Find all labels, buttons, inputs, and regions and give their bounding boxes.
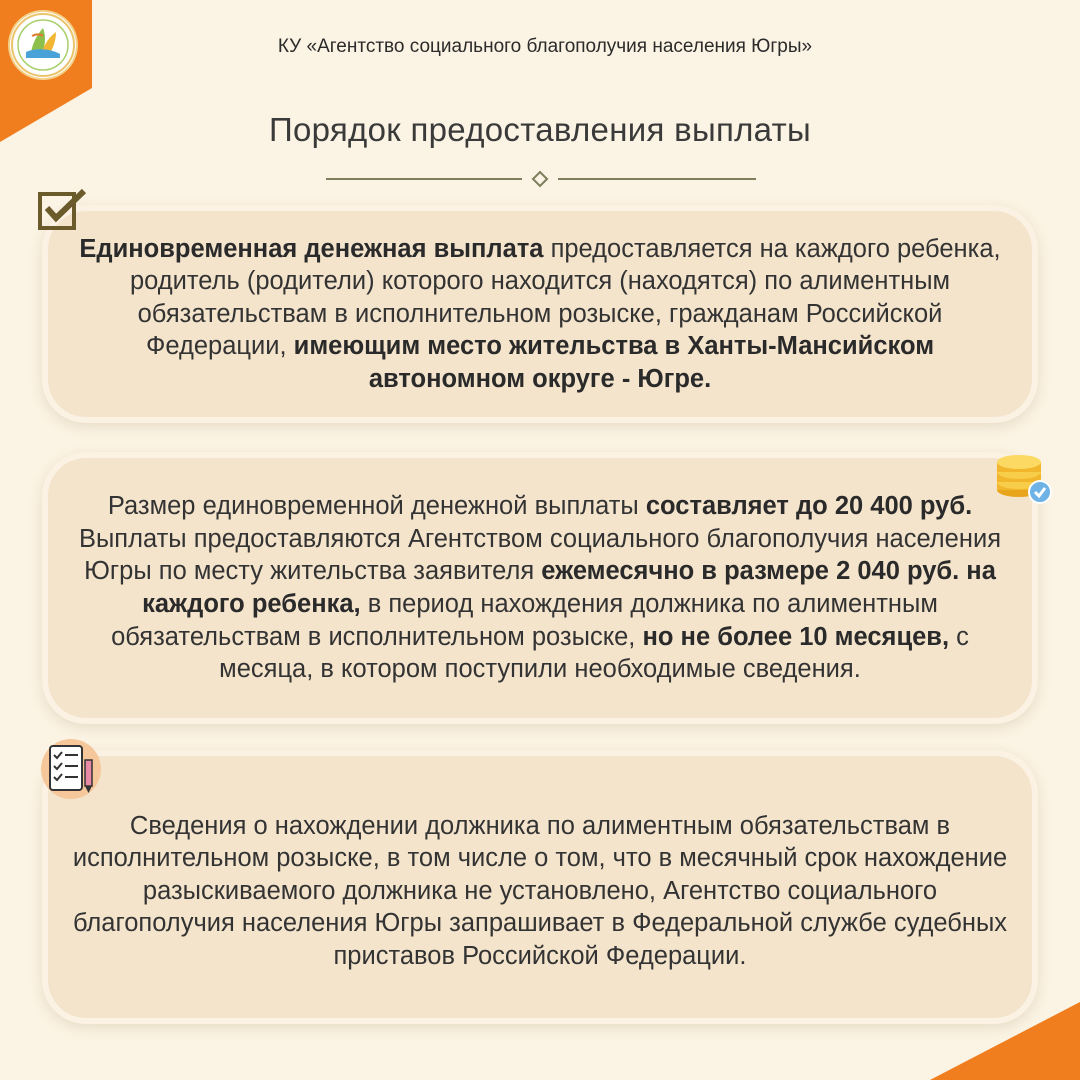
card-text-bold: ежемесячно в размере 2 040 руб. на каждого ребенка, [142, 557, 996, 618]
info-card-information [42, 750, 1038, 1024]
card-text [42, 490, 1038, 686]
card-text-span: Выплаты предоставляются Агентством социального благополучия населения Югры по месту жительства заявителя [78, 524, 1002, 586]
card-text [42, 233, 1038, 396]
info-card-amount [42, 452, 1038, 724]
card-text-span: с месяца, в котором поступили необходимые сведения. [219, 622, 969, 684]
info-card-payment [42, 205, 1038, 423]
card-text-bold: составляет до 20 400 руб. [645, 492, 973, 521]
card-text-bold: но не более 10 месяцев, [642, 622, 950, 651]
title-divider [326, 170, 756, 188]
card-text-bold: имеющим место жительства в Ханты-Мансийском автономном округе - Югре. [293, 332, 935, 393]
card-text-span: предоставляется на каждого ребенка, родитель (родители) которого находится (находятся) по алиментным обязательствам в исполнительном розыске, гражданам Российской Федерации, [129, 234, 1001, 361]
organization-name: КУ «Агентство социального благополучия населения Югры» [277, 36, 813, 57]
page-title: Порядок предоставления выплаты [268, 111, 812, 148]
card-text [42, 802, 1038, 973]
card-text-span: Сведения о нахождении должника по алиментным обязательствам в исполнительном розыске, в том числе о том, что в месячный срок нахождение разыскиваемого должника не установлено, Агентство социального благополучия населения Югры запрашивает в Федеральной службе судебных приставов Российской Федерации. [72, 811, 1008, 970]
card-text-bold: Единовременная денежная выплата [79, 234, 544, 263]
card-text-span: в период нахождения должника по алиментным обязательствам в исполнительном розыске, [111, 590, 938, 651]
checklist-document-icon [40, 738, 102, 800]
checkbox-checked-icon [38, 188, 88, 232]
coins-stack-icon [995, 448, 1053, 508]
card-text-span: Размер единовременной денежной выплаты [107, 492, 646, 521]
